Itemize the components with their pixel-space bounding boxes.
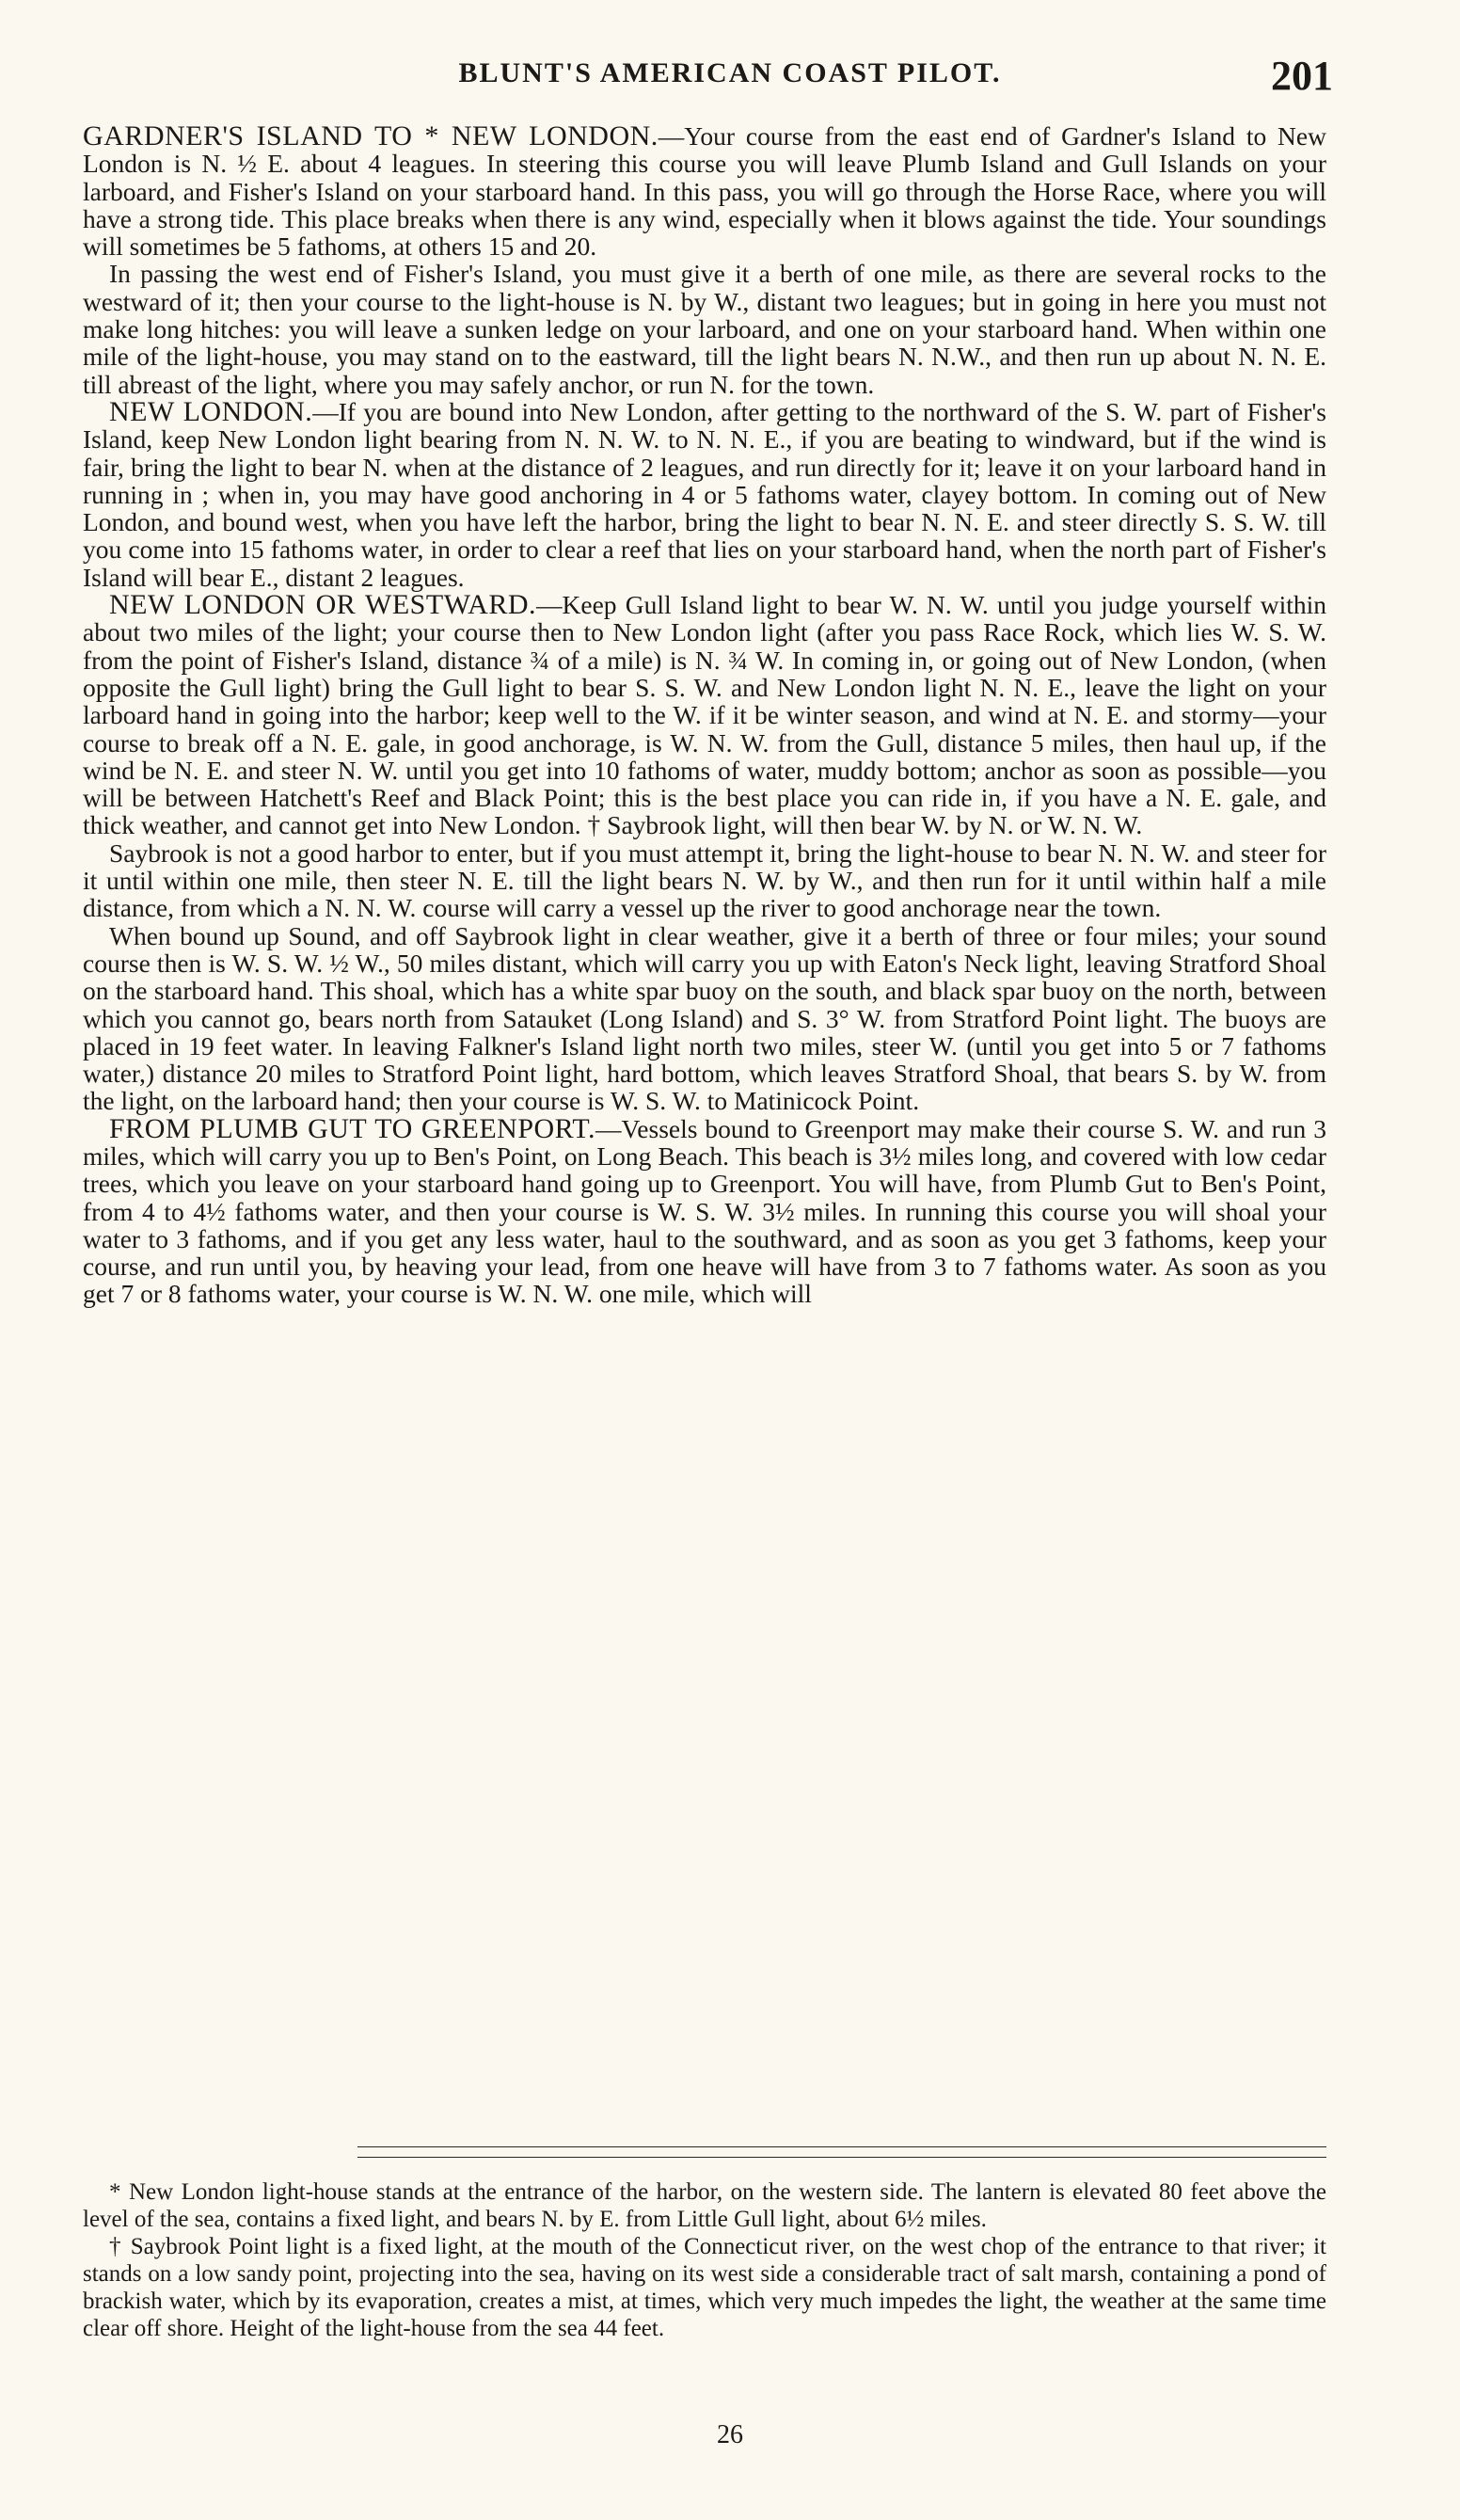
- page-number: 201: [1271, 53, 1333, 99]
- paragraph-text: Saybrook is not a good harbor to enter, but if you must attempt it, bring the light-house to bear N. N. W. and steer for it until within one mile, then steer N. E. till the light bears N. W. by W., and then run for it until within half a mile distance, from which a N. N. W. course will carry a vessel up the river to good anchorage near the town.: [83, 837, 1326, 923]
- paragraph: [83, 122, 1326, 260]
- paragraph: [83, 395, 1326, 592]
- paragraph-text: —Vessels bound to Greenport may make their course S. W. and run 3 miles, which will carry you up to Ben's Point, on Long Beach. This beach is 3½ miles long, and covered with low cedar trees, which you leave on your starboard hand going up to Greenport. You will have, from Plumb Gut to Ben's Point, from 4 to 4½ fathoms water, and then your course is W. S. W. 3½ miles. In running this course you will shoal your water to 3 fathoms, and if you get any less water, haul to the southward, and as soon as you get 3 fathoms, keep your course, and run until you, by heaving your lead, from one heave will have from 3 to 7 fathoms water. As soon as you get 7 or 8 fathoms water, your course is W. N. W. one mile, which will: [83, 1113, 1326, 1309]
- paragraph-text: —Keep Gull Island light to bear W. N. W. until you judge yourself within about two miles of the light; your course then to New London light (after you pass Race Rock, which lies W. S. W. from the point of Fisher's Island, distance ¾ of a mile) is N. ¾ W. In coming in, or going out of New London, (when opposite the Gull light) bring the Gull light to bear S. S. W. and New London light N. N. E., leave the light on your larboard hand in going into the harbor; keep well to the W. if it be winter season, and wind at N. E. and stormy—your course to break off a N. E. gale, in good anchorage, is W. N. W. from the Gull, distance 5 miles, then haul up, if the wind be N. E. and steer N. W. until you get into 10 fathoms of water, muddy bottom; anchor as soon as possible—you will be between Hatchett's Reef and Black Point; this is the best place you can ride in, if you have a N. E. gale, and thick weather, and cannot get into New London. † Saybrook light, will then bear W. by N. or W. N. W.: [83, 590, 1326, 840]
- footnote: * New London light-house stands at the entrance of the harbor, on the western side. The lantern is elevated 80 feet above the level of the sea, contains a fixed light, and bears N. by E. from Little Gull light, about 6½ miles.: [83, 2179, 1326, 2232]
- paragraph: [83, 260, 1326, 397]
- paragraph-text: —If you are bound into New London, after getting to the northward of the S. W. part of Fisher's Island, keep New London light bearing from N. N. W. to N. N. E., if you are beating to windward, but if the wind is fair, bring the light to bear N. when at the distance of 2 leagues, and run directly for it; leave it on your larboard hand in running in ; when in, you may have good anchoring in 4 or 5 fathoms water, clayey bottom. In coming out of New London, and bound west, when you have left the harbor, bring the light to bear N. N. E. and steer directly S. S. W. till you come into 15 fathoms water, in order to clear a reef that lies on your starboard hand, when the north part of Fisher's Island will bear E., distant 2 leagues.: [83, 396, 1326, 592]
- section-heading: GARDNER'S ISLAND TO * NEW LONDON.: [83, 120, 659, 152]
- page-header: [0, 52, 1460, 108]
- section-heading: NEW LONDON OR WESTWARD.: [109, 589, 537, 621]
- running-head: BLUNT'S AMERICAN COAST PILOT.: [458, 57, 1002, 88]
- footnotes: [83, 2178, 1326, 2342]
- paragraph: [83, 922, 1326, 1115]
- paragraph: [83, 839, 1326, 922]
- paragraph: [83, 591, 1326, 839]
- paragraph: [83, 1112, 1326, 1309]
- footnote: † Saybrook Point light is a fixed light, at the mouth of the Connecticut river, on the west chop of the entrance to that river; it stands on a low sandy point, projecting into the sea, having on its west side a considerable tract of salt marsh, containing a pond of brackish water, which by its evaporation, creates a mist, at times, which very much impedes the light, the weather at the same time clear off shore. Height of the light-house from the sea 44 feet.: [83, 2234, 1326, 2341]
- footnote-divider: [357, 2146, 1326, 2147]
- paragraph-text: —Your course from the east end of Gardner's Island to New London is N. ½ E. about 4 leagues. In steering this course you will leave Plumb Island and Gull Islands on your larboard, and Fisher's Island on your starboard hand. In this pass, you will go through the Horse Race, where you will have a strong tide. This place breaks when there is any wind, especially when it blows against the tide. Your soundings will sometimes be 5 fathoms, at others 15 and 20.: [83, 121, 1326, 262]
- section-heading: FROM PLUMB GUT TO GREENPORT.: [109, 1112, 595, 1144]
- signature-mark: 26: [717, 2420, 743, 2449]
- paragraph-text: When bound up Sound, and off Saybrook light in clear weather, give it a berth of three or four miles; your sound course then is W. S. W. ½ W., 50 miles distant, which will carry you up with Eaton's Neck light, leaving Stratford Shoal on the starboard hand. This shoal, which has a white spar buoy on the south, and black spar buoy on the north, between which you cannot go, bears north from Satauket (Long Island) and S. 3° W. from Stratford Point light. The buoys are placed in 19 feet water. In leaving Falkner's Island light north two miles, steer W. (until you get into 5 or 7 fathoms water,) distance 20 miles to Stratford Point light, hard bottom, which leaves Stratford Shoal, that bears S. by W. from the light, on the larboard hand; then your course is W. S. W. to Matinicock Point.: [83, 920, 1326, 1116]
- footnote-divider: [357, 2157, 1326, 2158]
- section-heading: NEW LONDON.: [109, 395, 313, 427]
- paragraph-text: In passing the west end of Fisher's Island, you must give it a berth of one mile, as there are several rocks to the westward of it; then your course to the light-house is N. by W., distant two leagues; but in going in here you must not make long hitches: you will leave a sunken ledge on your larboard, and one on your starboard hand. When within one mile of the light-house, you may stand on to the eastward, till the light bears N. N.W., and then run up about N. N. E. till abreast of the light, where you may safely anchor, or run N. for the town.: [83, 259, 1326, 399]
- main-text: [83, 122, 1326, 1308]
